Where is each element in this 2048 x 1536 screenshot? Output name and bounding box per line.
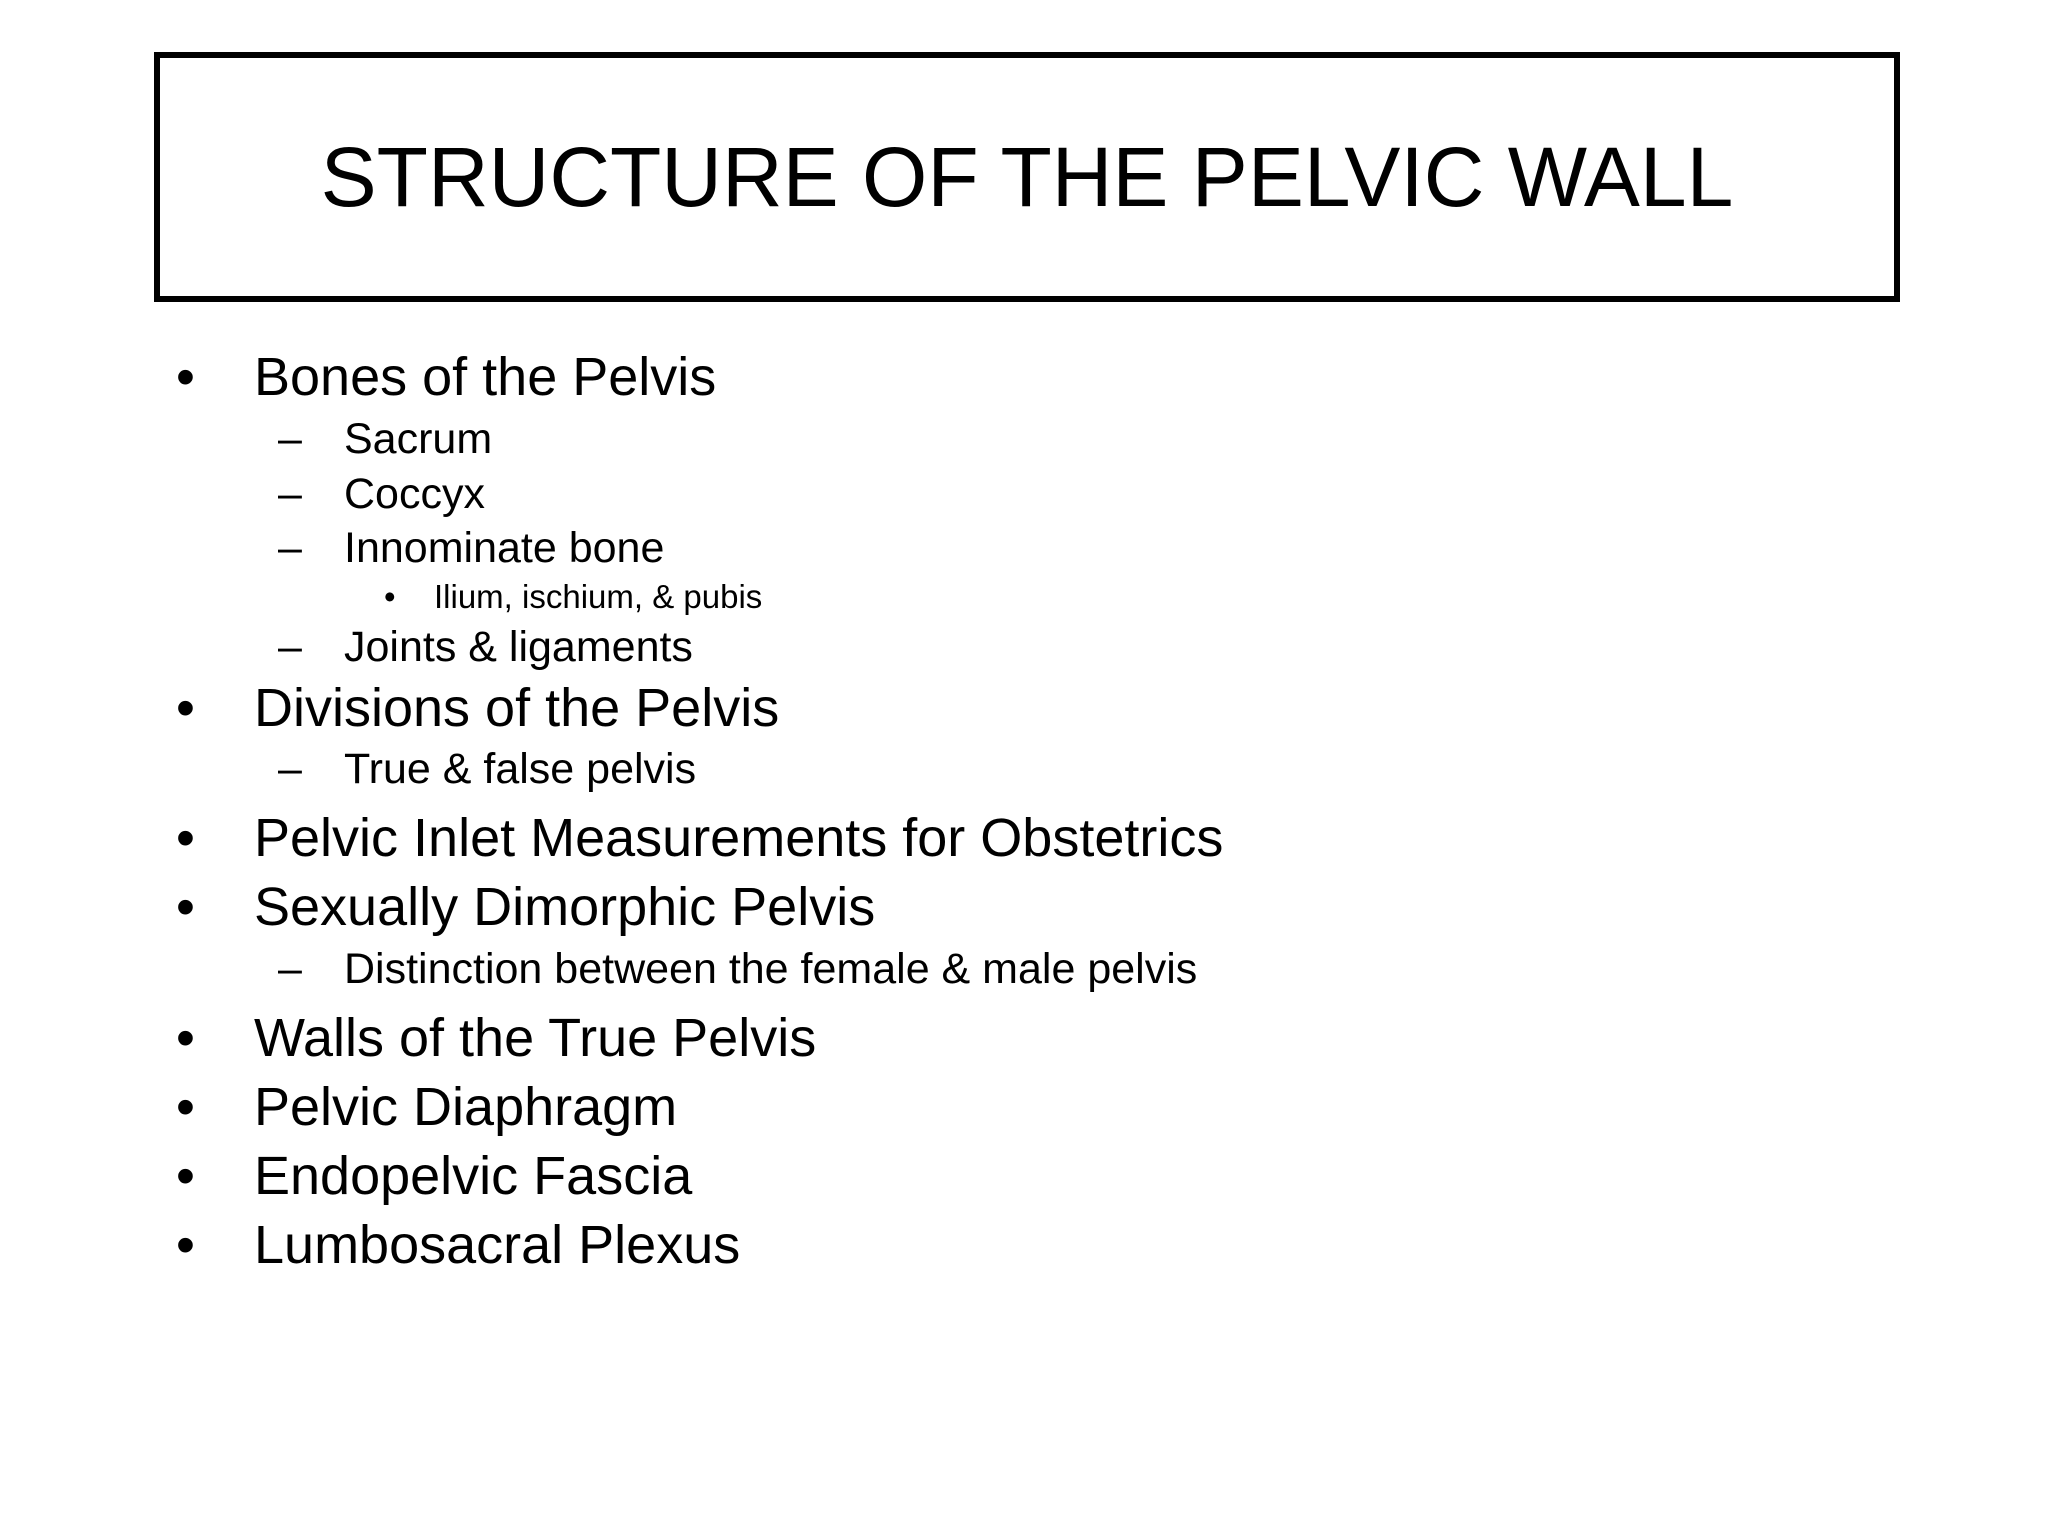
- dash-marker: –: [278, 745, 302, 793]
- dash-marker: –: [278, 623, 302, 671]
- dash-marker: –: [278, 945, 302, 993]
- list-item-text: Divisions of the Pelvis: [254, 678, 780, 738]
- bullet-marker: •: [176, 808, 195, 868]
- list-item-text: Innominate bone: [344, 524, 665, 572]
- bullet-marker: •: [176, 678, 195, 738]
- list-item-text: Sexually Dimorphic Pelvis: [254, 877, 876, 937]
- bullet-marker: •: [176, 1008, 195, 1068]
- list-item-text: Ilium, ischium, & pubis: [434, 578, 763, 615]
- dash-marker: –: [278, 524, 302, 572]
- list-item-text: Pelvic Inlet Measurements for Obstetrics: [254, 808, 1224, 868]
- list-item-text: Sacrum: [344, 415, 493, 463]
- list-item-text: Pelvic Diaphragm: [254, 1077, 678, 1137]
- bullet-marker: •: [384, 578, 396, 615]
- bullet-marker: •: [176, 877, 195, 937]
- bullet-marker: •: [176, 347, 195, 407]
- dash-marker: –: [278, 470, 302, 518]
- list-item-text: Distinction between the female & male pelvis: [344, 945, 1198, 993]
- list-item-text: Bones of the Pelvis: [254, 347, 717, 407]
- bullet-marker: •: [176, 1215, 195, 1275]
- list-item-text: True & false pelvis: [344, 745, 697, 793]
- bullet-marker: •: [176, 1146, 195, 1206]
- slide-title: STRUCTURE OF THE PELVIC WALL: [320, 130, 1734, 224]
- list-item-text: Coccyx: [344, 470, 485, 518]
- list-item-text: Lumbosacral Plexus: [254, 1215, 741, 1275]
- list-item-text: Walls of the True Pelvis: [254, 1008, 817, 1068]
- list-item-text: Joints & ligaments: [344, 623, 693, 671]
- bullet-marker: •: [176, 1077, 195, 1137]
- dash-marker: –: [278, 415, 302, 463]
- list-item-text: Endopelvic Fascia: [254, 1146, 693, 1206]
